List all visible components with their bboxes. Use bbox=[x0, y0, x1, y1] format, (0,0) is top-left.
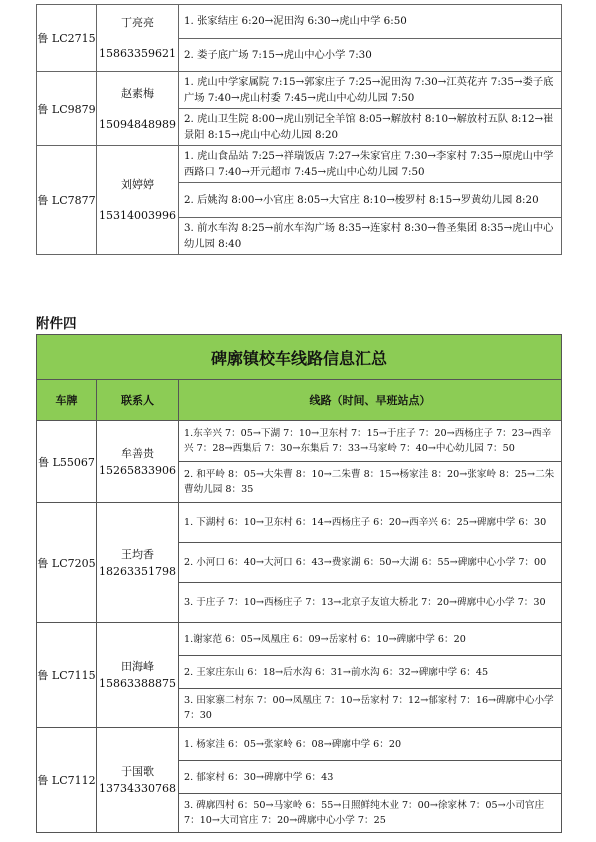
contact-phone: 15094848989 bbox=[99, 117, 176, 131]
contact-name: 王均香 bbox=[121, 547, 154, 561]
column-header-contact: 联系人 bbox=[97, 380, 179, 421]
route-cell: 2. 虎山卫生院 8:00→虎山别记全羊馆 8:05→解放村 8:10→解放村五队 8:12→崔景阳 8:15→虎山中心幼儿园 8:20 bbox=[179, 109, 562, 146]
contact-cell bbox=[97, 728, 179, 833]
plate-cell: 鲁 LC7205 bbox=[37, 503, 97, 623]
table-header-row bbox=[37, 380, 562, 421]
route-cell: 1. 虎山食品站 7:25→祥瑞饭店 7:27→朱家官庄 7:30→李家村 7:35→原虎山中学西路口 7:40→开元超市 7:45→虎山中心幼儿园 7:50 bbox=[179, 146, 562, 183]
plate-cell: 鲁 LC7115 bbox=[37, 623, 97, 728]
contact-cell bbox=[97, 503, 179, 623]
contact-phone: 15265833906 bbox=[99, 463, 176, 477]
plate-cell: 鲁 LC9879 bbox=[37, 72, 97, 146]
route-cell: 2. 和平岭 8：05→大朱曹 8：10→二朱曹 8：15→杨家洼 8：20→张家岭 8：25→二朱曹幼儿园 8：35 bbox=[179, 462, 562, 503]
contact-name: 田海峰 bbox=[121, 660, 154, 673]
table-row bbox=[37, 623, 562, 656]
contact-cell bbox=[97, 72, 179, 146]
table-row bbox=[37, 421, 562, 462]
contact-cell bbox=[97, 623, 179, 728]
column-header-route: 线路（时间、早班站点） bbox=[179, 380, 562, 421]
plate-cell: 鲁 LC7877 bbox=[37, 146, 97, 255]
table-title: 碑廓镇校车线路信息汇总 bbox=[37, 335, 562, 380]
plate-cell: 鲁 LC2715 bbox=[37, 5, 97, 72]
plate-cell: 鲁 L55067 bbox=[37, 421, 97, 503]
route-table-continued bbox=[36, 4, 562, 255]
table-row bbox=[37, 146, 562, 183]
contact-cell bbox=[97, 146, 179, 255]
contact-cell bbox=[97, 5, 179, 72]
table-row bbox=[37, 503, 562, 543]
route-cell: 3. 碑廓四村 6：50→马家岭 6：55→日照鲜纯木业 7：00→徐家林 7：05→小司官庄 7：10→大司官庄 7：20→碑廓中心小学 7：25 bbox=[179, 794, 562, 833]
contact-name: 于国歌 bbox=[121, 765, 154, 778]
route-cell: 1. 杨家洼 6：05→张家岭 6：08→碑廓中学 6：20 bbox=[179, 728, 562, 761]
route-cell: 1.谢家范 6：05→凤凰庄 6：09→岳家村 6：10→碑廓中学 6：20 bbox=[179, 623, 562, 656]
route-summary-table bbox=[36, 334, 562, 833]
route-cell: 1.东辛兴 7：05→下湖 7：10→卫东村 7：15→于庄子 7：20→西杨庄子 7：23→西辛兴 7：28→西集后 7：30→东集后 7：33→马家岭 7：40→中心幼儿园 7：50 bbox=[179, 421, 562, 462]
contact-name: 丁亮亮 bbox=[121, 16, 154, 29]
route-cell: 2. 王家庄东山 6：18→后水沟 6：31→前水沟 6：32→碑廓中学 6：45 bbox=[179, 656, 562, 689]
contact-cell bbox=[97, 421, 179, 503]
route-cell: 1. 虎山中学家属院 7:15→郭家庄子 7:25→泥田沟 7:30→江英花卉 7:35→娄子底广场 7:40→虎山村委 7:45→虎山中心幼儿园 7:50 bbox=[179, 72, 562, 109]
route-cell: 2. 小河口 6：40→大河口 6：43→费家湖 6：50→大湖 6：55→碑廓中心小学 7：00 bbox=[179, 543, 562, 583]
contact-name: 赵素梅 bbox=[121, 86, 154, 100]
contact-phone: 15314003996 bbox=[99, 209, 176, 222]
route-cell: 3. 前水车沟 8:25→前水车沟广场 8:35→连家村 8:30→鲁圣集团 8:35→虎山中心幼儿园 8:40 bbox=[179, 218, 562, 255]
route-cell: 2. 娄子底广场 7:15→虎山中心小学 7:30 bbox=[179, 38, 562, 72]
route-cell: 1. 张家结庄 6:20→泥田沟 6:30→虎山中学 6:50 bbox=[179, 5, 562, 39]
route-cell: 2. 郁家村 6：30→碑廓中学 6：43 bbox=[179, 761, 562, 794]
table-row bbox=[37, 72, 562, 109]
contact-name: 牟善贵 bbox=[121, 446, 154, 460]
table-row bbox=[37, 5, 562, 39]
route-cell: 2. 后姚沟 8:00→小官庄 8:05→大官庄 8:10→梭罗村 8:15→罗黄幼儿园 8:20 bbox=[179, 183, 562, 218]
column-header-plate: 车牌 bbox=[37, 380, 97, 421]
table-row bbox=[37, 728, 562, 761]
contact-phone: 15863359621 bbox=[99, 47, 176, 60]
attachment-label: 附件四 bbox=[36, 316, 77, 332]
contact-phone: 13734330768 bbox=[99, 782, 176, 795]
contact-phone: 18263351798 bbox=[99, 564, 176, 578]
route-cell: 1. 下湖村 6：10→卫东村 6：14→西杨庄子 6：20→西辛兴 6：25→碑廓中学 6：30 bbox=[179, 503, 562, 543]
route-cell: 3. 于庄子 7：10→西杨庄子 7：13→北京子友谊大桥北 7：20→碑廓中心小学 7：30 bbox=[179, 583, 562, 623]
table-title-row bbox=[37, 335, 562, 380]
route-cell: 3. 田家寨二村东 7：00→凤凰庄 7：10→岳家村 7：12→郁家村 7：16→碑廓中心小学 7：30 bbox=[179, 689, 562, 728]
plate-cell: 鲁 LC7112 bbox=[37, 728, 97, 833]
contact-phone: 15863388875 bbox=[99, 677, 176, 690]
contact-name: 刘婷婷 bbox=[121, 178, 154, 191]
